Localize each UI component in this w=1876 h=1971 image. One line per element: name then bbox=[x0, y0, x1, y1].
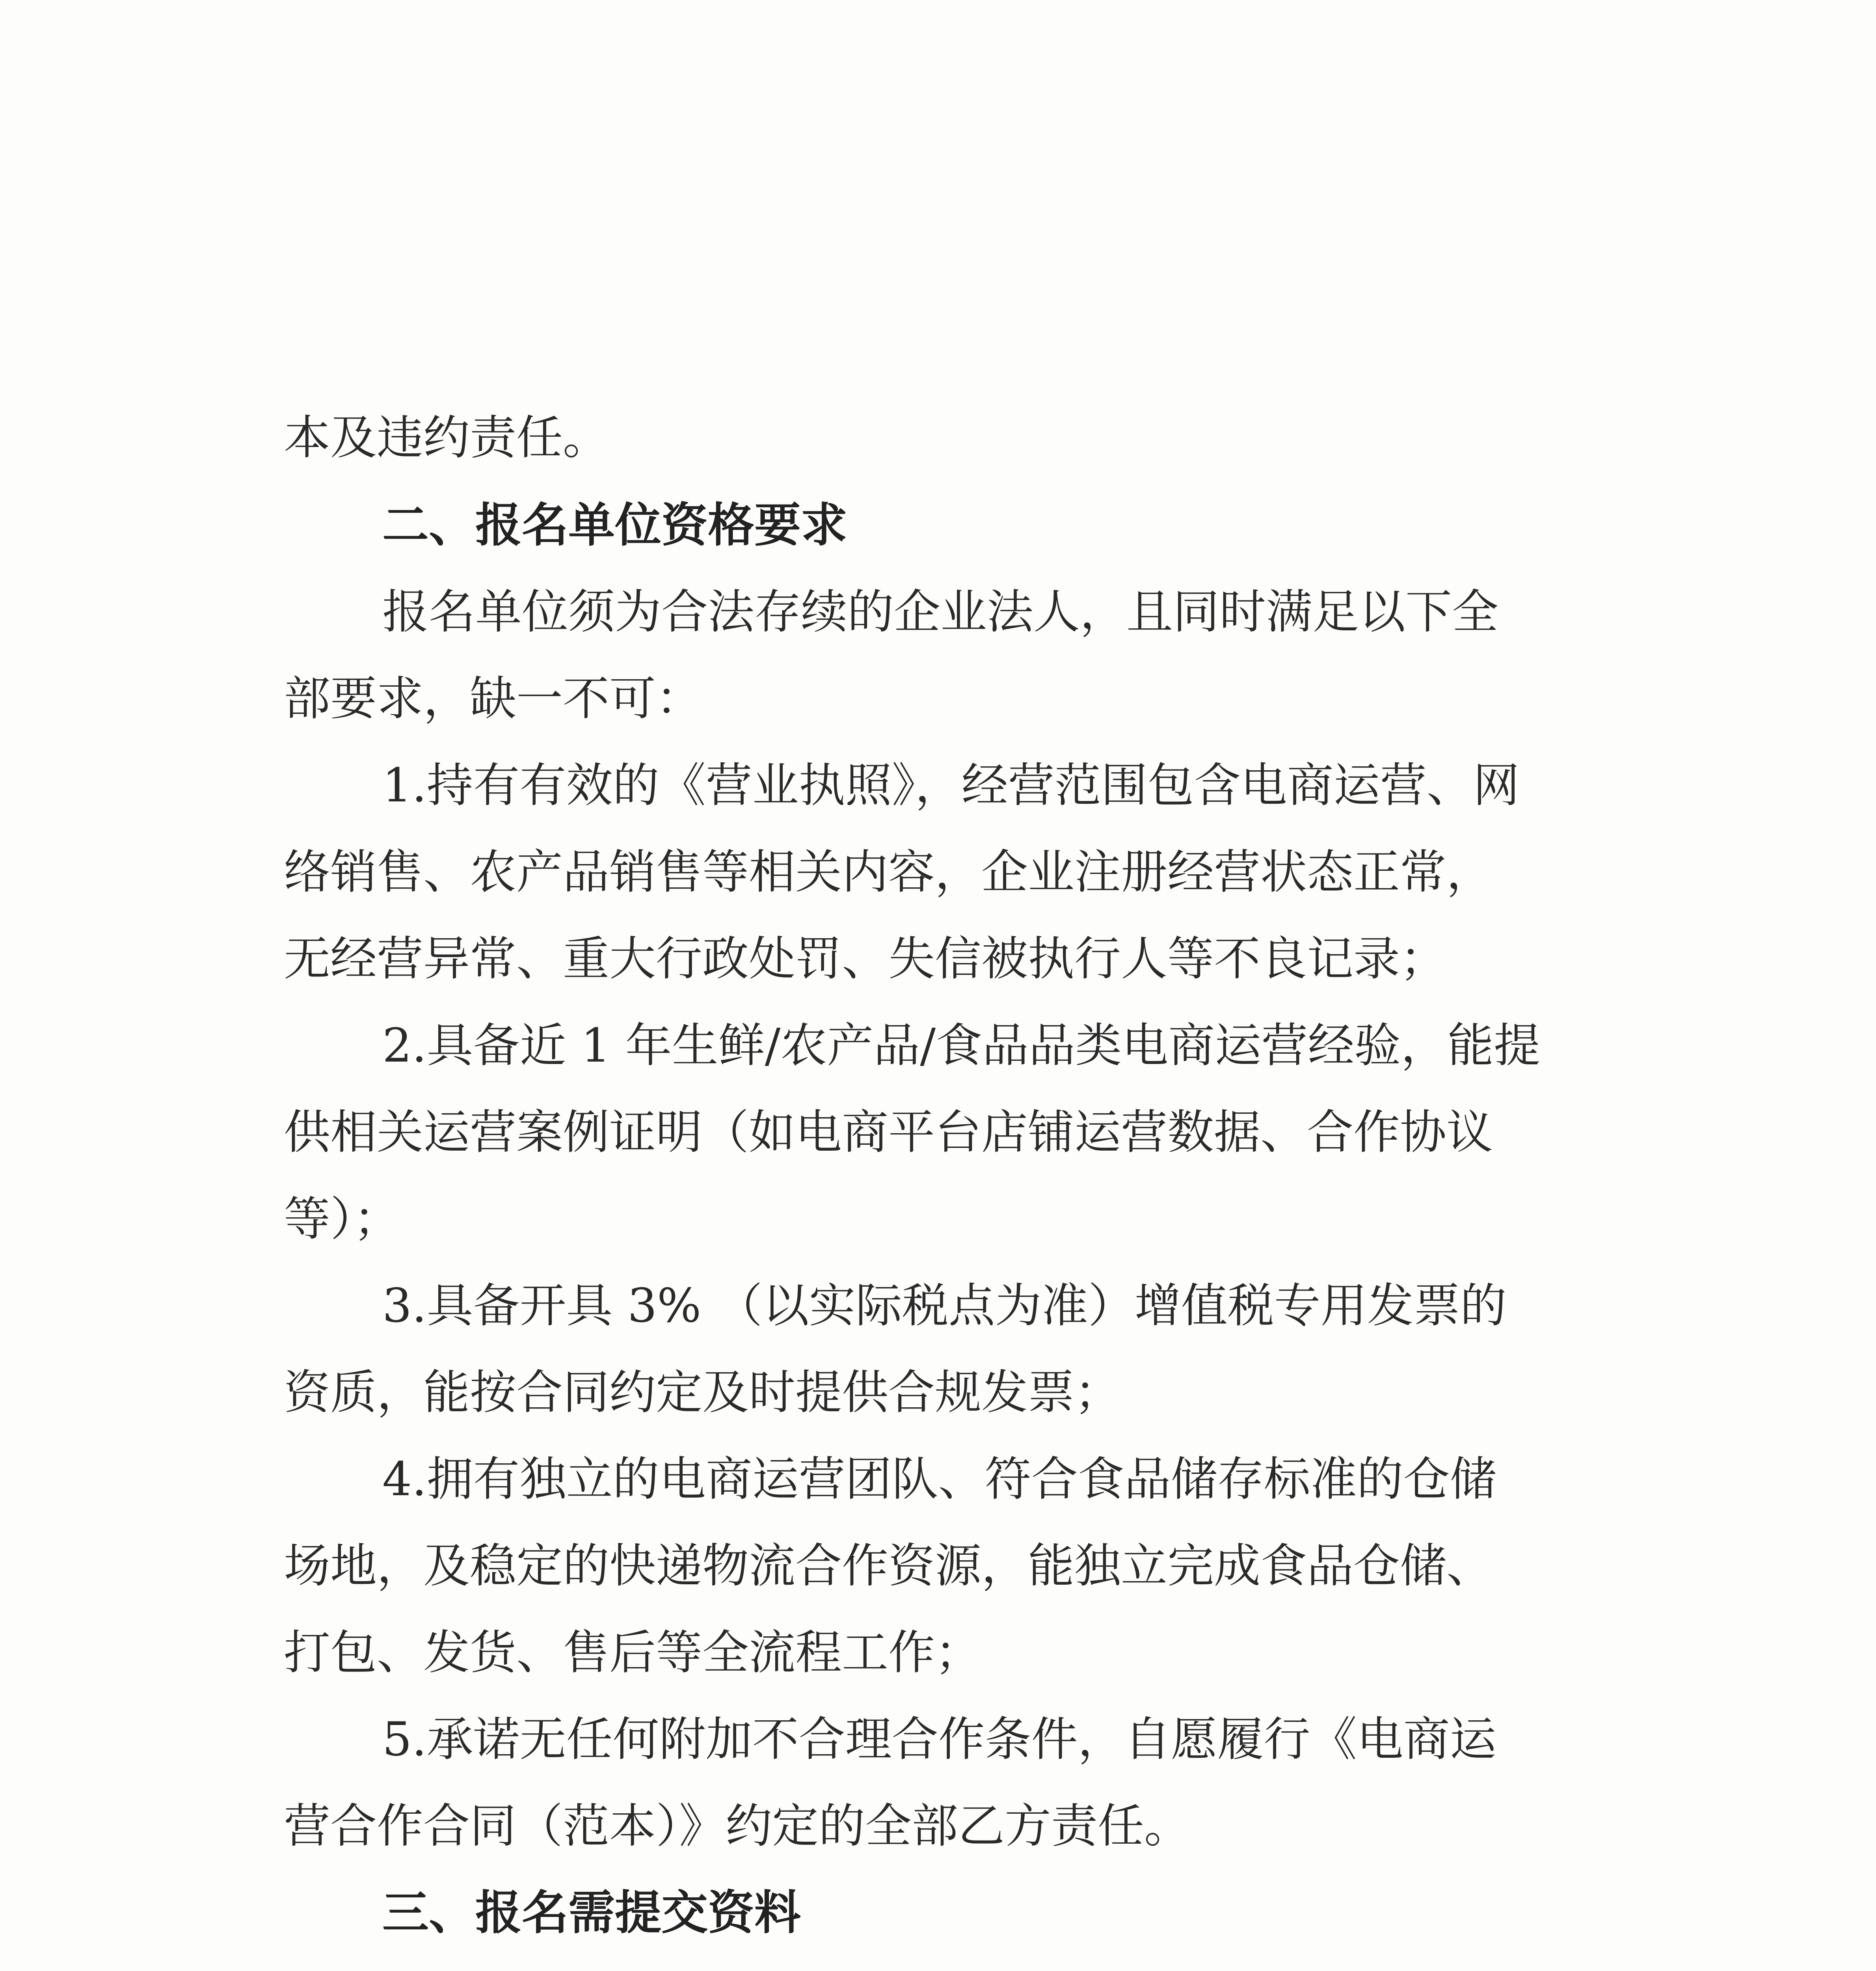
text-line-6: 络销售、农产品销售等相关内容，企业注册经营状态正常， bbox=[284, 845, 1493, 899]
text-line-3: 报名单位须为合法存续的企业法人，且同时满足以下全 bbox=[382, 585, 1499, 639]
text-line-15: 打包、发货、售后等全流程工作； bbox=[284, 1625, 982, 1680]
text-line-1: 本及违约责任。 bbox=[284, 410, 610, 465]
text-line-8: 2.具备近 1 年生鲜/农产品/食品品类电商运营经验，能提 bbox=[382, 1018, 1541, 1073]
text-line-10: 等）； bbox=[284, 1192, 400, 1246]
text-line-9: 供相关运营案例证明（如电商平台店铺运营数据、合作协议 bbox=[284, 1105, 1493, 1159]
text-line-17: 营合作合同（范本）》约定的全部乙方责任。 bbox=[284, 1799, 1191, 1853]
section-heading-3: 三、报名需提交资料 bbox=[382, 1885, 801, 1940]
text-line-19 bbox=[382, 1968, 1876, 1971]
text-line-16: 5.承诺无任何附加不合理合作条件，自愿履行《电商运 bbox=[382, 1712, 1496, 1766]
text-line-14: 场地，及稳定的快递物流合作资源，能独立完成食品仓储、 bbox=[284, 1539, 1493, 1593]
text-line-7: 无经营异常、重大行政处罚、失信被执行人等不良记录； bbox=[284, 931, 1447, 986]
section-heading-2: 二、报名单位资格要求 bbox=[382, 498, 848, 552]
text-line-5: 1.持有有效的《营业执照》，经营范围包含电商运营、网 bbox=[382, 758, 1520, 812]
text-line-11: 3.具备开具 3% （以实际税点为准）增值税专用发票的 bbox=[382, 1278, 1507, 1333]
text-line-12: 资质，能按合同约定及时提供合规发票； bbox=[284, 1365, 1121, 1420]
text-line-13: 4.拥有独立的电商运营团队、符合食品储存标准的仓储 bbox=[382, 1452, 1496, 1506]
text-line-4: 部要求，缺一不可： bbox=[284, 671, 703, 726]
